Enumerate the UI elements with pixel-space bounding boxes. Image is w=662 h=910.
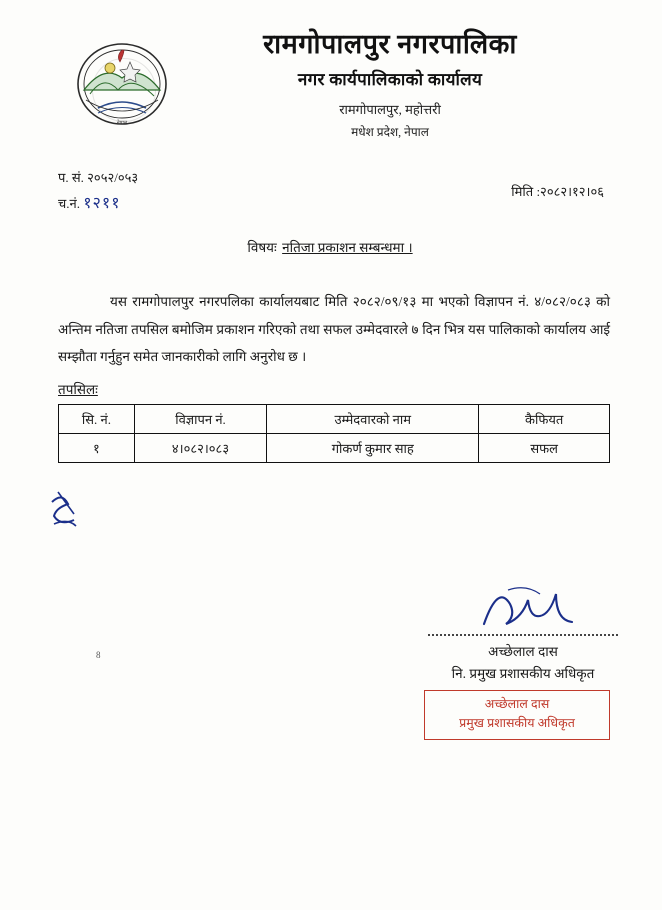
secondary-signature-mark — [44, 486, 104, 546]
nepal-government-emblem-icon — [74, 34, 170, 130]
results-table — [58, 404, 610, 463]
patra-sankhya: प. सं. २०५२/०५३ — [58, 170, 139, 185]
column-header-remarks: कैफियत — [479, 405, 610, 434]
table-row — [59, 434, 610, 463]
chalani-number-line — [58, 190, 138, 218]
subject-line — [0, 238, 662, 256]
primary-signature-mark — [478, 580, 588, 636]
organization-province: मधेश प्रदेश, नेपाल — [351, 125, 429, 140]
organization-office: नगर कार्यपालिकाको कार्यालय — [297, 70, 483, 90]
chalani-label: च.नं. — [58, 195, 80, 211]
column-header-sn: सि. नं. — [59, 405, 135, 434]
body-paragraph: यस रामगोपालपुर नगरपलिका कार्यालयबाट मिति २०८२/०९/१३ मा भएको विज्ञापन नं. ४/०८२/०८३ को अन्तिम नतिजा तपसिल बमोजिम प्रकाशन गरिएको तथा सफल उम्मेदवारले ७ दिन भित्र यस पालिकाको कार्यालय आई सम्झौता गर्नुहुन समेत जानकारीको लागि अनुरोध छ । — [58, 294, 610, 365]
signatory-title: नि. प्रमुख प्रशासकीय अधिकृत — [451, 666, 595, 681]
signatory-name: अच्छेलाल दास — [488, 644, 558, 659]
chalani-value: १२११ — [83, 194, 121, 212]
reference-block — [58, 167, 138, 218]
page-margin-mark: 8 — [96, 650, 101, 660]
column-header-advertisement-no: विज्ञापन नं. — [134, 405, 266, 434]
organization-name: रामगोपालपुर नगरपालिका — [263, 29, 517, 59]
letterhead-text — [180, 28, 600, 140]
tapasil-label: तपसिलः — [58, 382, 98, 397]
cell-candidate-name: गोकर्ण कुमार साह — [267, 434, 479, 463]
letter-date: मिति :२०८२।१२।०६ — [511, 184, 604, 199]
cell-advertisement-no: ४।०८२।०८३ — [134, 434, 266, 463]
cell-remarks: सफल — [479, 434, 610, 463]
official-stamp — [424, 690, 610, 740]
organization-address: रामगोपालपुर, महोत्तरी — [339, 102, 441, 118]
stamp-title: प्रमुख प्रशासकीय अधिकृत — [459, 715, 575, 730]
subject-value: नतिजा प्रकाशन सम्बन्धमा । — [282, 240, 413, 255]
signature-dotted-line — [428, 634, 618, 636]
cell-sn: १ — [59, 434, 135, 463]
stamp-name: अच्छेलाल दास — [484, 697, 550, 711]
letterhead — [0, 28, 662, 168]
svg-text:नेपाल: नेपाल — [116, 120, 128, 126]
column-header-candidate-name: उम्मेदवारको नाम — [267, 405, 479, 434]
subject-label: विषयः — [247, 240, 277, 255]
table-header-row — [59, 405, 610, 434]
